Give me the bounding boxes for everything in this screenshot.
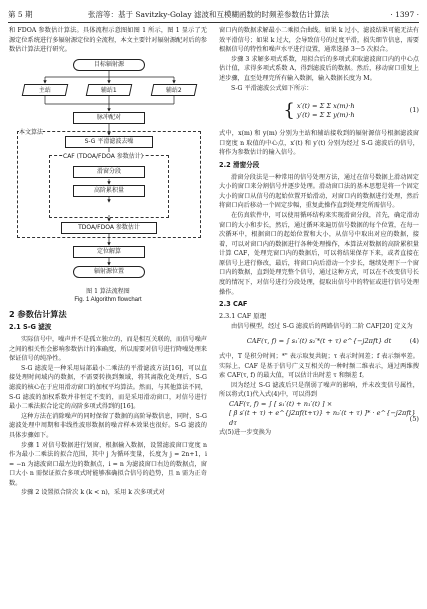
pulse-pairing-node: 脉冲配对 (73, 112, 145, 124)
this-paper-label: 本文算法 (19, 128, 44, 136)
paragraph: 滑窗分段法是一种常用的信号处理方法，通过在信号数据上滑动固定大小的窗口来分割信号并逐步处理。滑动窗口法的基本思想是将一个固定大小的窗口从信号的起始位置开始滑动，对窗口内的数据进行处理，然后将窗口向后移动一个固定步幅，重复此操作直到处理完所需信号。 (219, 173, 419, 210)
page-header (8, 6, 419, 23)
locating-solution-node: 定位解算 (73, 246, 145, 258)
target-source-node: 目标辐射源 (73, 59, 145, 71)
aux-station-1-node: 辅站1 (86, 84, 133, 96)
step-paragraph: 步骤 1 对信号数据进行划窗，根据输入数据，设置滤波窗口宽度 n 作为最小二乘法的拟合范围，其中 j 为循环变量，长度为 j = 2n+1，i = −n 为滤波窗口最左边的数据点，i = n 为滤波窗口右边的数据点，窗口大小 n 需保证拟合多项式时能够准确拟合信号的趋势，且 n 需为正奇数。 (9, 441, 207, 487)
source-position-node: 辐射源位置 (73, 266, 145, 278)
paragraph: 因为经过 S-G 滤波后只是削弱了噪声的影响，并未改变信号属性，所以将式(1)代入式(4)中，可以得到 (219, 381, 419, 399)
paragraph: 式中，x(m) 和 y(m) 分别为主站和辅站接收到的辐射源信号根据滤波窗口宽度 n 取值的中心点，x′(t) 和 y′(t) 分别为经过 S-G 滤波后的信号，将作为参数估计的输入信号。 (219, 130, 419, 157)
paragraph: 由信号模型，经过 S-G 滤波后的两路信号的二阶 CAF[20] 定义为 (231, 323, 413, 331)
left-column (9, 26, 207, 498)
section-2-1-heading: 2.1 S-G 滤波 (9, 323, 52, 332)
step-paragraph: 步骤 3 求解多项式系数，用拟合后的多项式求取滤波窗口内的中心点估计值，求得多项式系数 A，得到滤波后的数据。然后，移动窗口重复上述步骤，直至处理完所有输入数据，输入数据长度为 M。 (219, 55, 419, 82)
sg-filter-node: S-G 平滑滤波去噪 (65, 136, 153, 148)
right-column (219, 26, 419, 438)
section-2-heading: 2 参数估计算法 (9, 308, 67, 319)
section-2-2-heading: 2.2 滑窗分段 (219, 160, 260, 169)
figure-caption-cn: 图 1 算法流程图 (86, 287, 130, 295)
paragraph: 式中，T 是积分时间；*" 表示取复共轭；τ 表示时间差；f 表示频率差。实际上，CAF 是基于信号广义互相关的一种时频二维表示，通过两维搜索 CAF(τ, f) 的最大值，可以估计出时差 τ 和频差 f。 (219, 353, 419, 380)
high-order-cumulant-node: 高阶累积量 (73, 185, 145, 197)
primary-station-node: 主站 (22, 84, 69, 96)
paragraph: S-G 滤波是一种采用局部最小二乘法的平滑滤波方法[16]，可以直接处理时间域内的数据，不需要转换到频域，将其离散化处理后，S-G 滤波的核心在于应用滑动窗口的加权平均算法。然而，与其他算法不同，S-G 滤波的加权系数并非恒定不变的，而是采用滑动窗口，对信号进行最小二乘法拟合论定的高阶多项式得到的[16]。 (9, 364, 207, 411)
tdoa-fdoa-estimate-node: TDOA/FDOA 参数估计 (61, 222, 157, 234)
equation-4-body: CAF(τ, f) = ∫ s₁′(t) s₂′*(t + τ) e^{−j2πft} dt (246, 337, 392, 346)
paragraph: 实际信号中，噪声并不是孤立独立的，而是相互关联的，而信号噪声之间的相关性会影响参数估计的准确度，所以需要对信号进行降噪处理来保证信号的纯净性。 (9, 335, 207, 363)
equation-1-y: y′(t) = Σ Σ y(m)·h (296, 111, 355, 120)
issue-number: 第 5 期 (8, 9, 33, 19)
caf-group-label: CAF (TDOA/FDOA 参数估计) (63, 152, 144, 160)
sliding-window-node: 滑窗分段 (73, 166, 145, 178)
algorithm-flowchart (9, 55, 207, 285)
equation-5-line-1: CAF(τ, f) = ∫ [ s₁′(t) + n₁′(t) ] × (229, 399, 333, 408)
equation-1-x: x′(t) = Σ Σ x(m)·h (296, 101, 355, 110)
equation-5-line-2: [ β s′(t + τ) + e^{j2πf(t+τ)} + n₂′(t + τ) ]* · e^{−j2πft} dτ (229, 409, 416, 427)
section-2-3-heading: 2.3 CAF (219, 300, 248, 309)
paragraph: 在仿真软件中，可以使用循环结构来实现滑窗分段，首先，确定滑动窗口的大小和步长，然后，通过循环来遍历信号数据的每个位置，在每一次循环中，根据窗口的起始位置和大小，从信号中取出对应的数据，接着，可以对窗口内的数据进行各种处理操作，本算法对数据的高阶累积量计算 CAF，处理完窗口内的数据后，可以将结果保存下来，或者直接在原信号上进行修改，最后，将窗口向后滑动一个步长，继续处理下一个窗口内的数据，直到处理完整个信号，通过这种方式，可以在不改变信号长度的情况下，对信号进行分段处理，提取出信号中的特征或进行信号处理操作。 (219, 211, 419, 296)
equation-1-number: (1) (409, 106, 419, 115)
intro-paragraph: 和 FDOA 参数估计算法。具体流程示意图如图 1 所示，图 1 显示了无源定位系统进行多辐射源定位的全流程，本文主要针对辐射源配对后的参数估计算法进行研究。 (9, 27, 207, 54)
paragraph: 式(5)进一步变换为 (219, 429, 272, 436)
page-number: · 1397 · (390, 9, 419, 19)
running-title: 张溶等：基于 Savitzky-Golay 滤波和互模糊函数的时频差参数估计算法 (88, 9, 329, 19)
paragraph: 窗口内的数据求解最小二乘拟合曲线。如果 k 过小，滤波结果可能无法有效平滑信号；如果 k 过大，会导致信号的过度平滑，损失细节信息，需要根据信号的特性和噪声水平进行设置，通常选择 3～5 次拟合。 (219, 27, 419, 54)
aux-station-2-node: 辅站2 (151, 84, 198, 96)
step-paragraph: 步骤 2 设置拟合阶次 k (k < n)，采用 k 次多项式对 (21, 489, 165, 497)
equation-5 (219, 399, 419, 427)
paragraph: S-G 平滑滤波公式如下所示： (231, 84, 313, 92)
section-2-3-1-heading: 2.3.1 CAF 原理 (219, 311, 267, 320)
equation-4-number: (4) (409, 337, 419, 346)
paragraph: 这种方法在消除噪声的同时保留了数据的高阶导数信息，同时，S-G 滤波处理中周期和非线性波形数据的噪音样本效果也很好。S-G 滤波的具体步骤如下。 (9, 412, 207, 439)
figure-caption-en: Fig. 1 Algorithm flowchart (74, 296, 142, 303)
equation-4 (219, 335, 419, 349)
equation-5-number: (5) (409, 415, 419, 423)
equation-1: { x′(t) = Σ Σ x(m)·h y′(t) = Σ Σ y(m)·h (1) (283, 100, 419, 122)
